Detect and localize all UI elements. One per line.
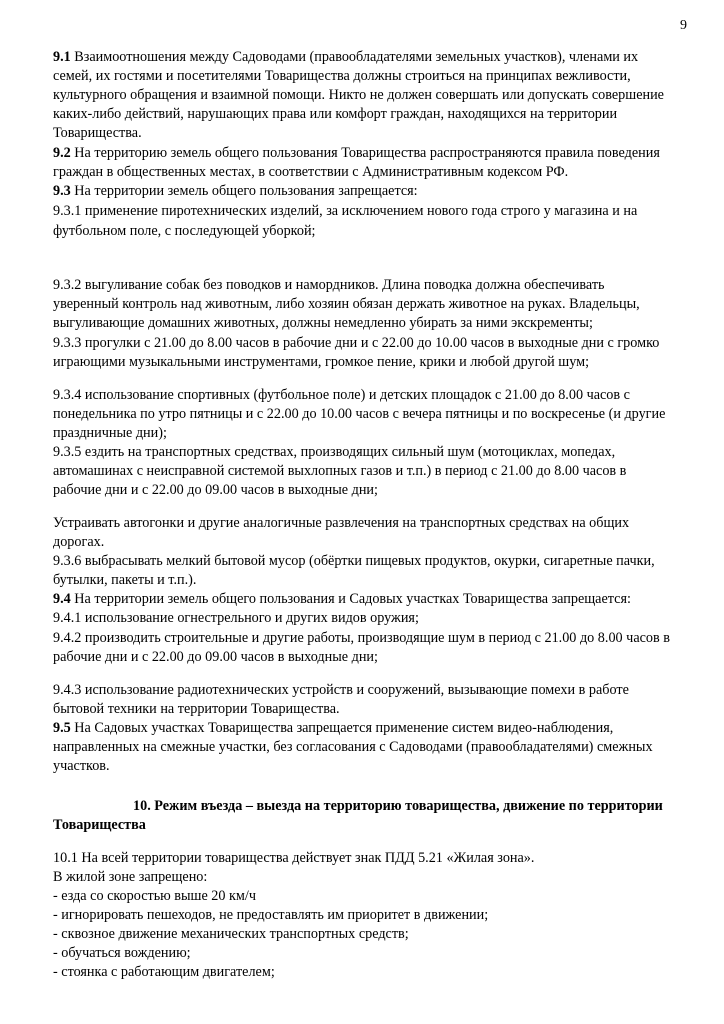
clause-9-4-3-line-2: бытовой техники на территории Товарищества. [53, 701, 340, 717]
clause-9-1-line-5: Товарищества. [53, 125, 142, 141]
section-10-title-line-2: Товарищества [53, 817, 146, 833]
clause-9-3-2-line-3: выгуливающие домашних животных, должны немедленно убирать за ними экскременты; [53, 315, 593, 331]
clause-9-1-line-2: семей, их гостями и посетителями Товарищества должны строиться на принципах вежливости, [53, 68, 631, 84]
text: На Садовых участках Товарищества запрещается применение систем видео-наблюдения, [70, 720, 614, 736]
races-line-2: дорогах. [53, 534, 105, 550]
list-item: - стоянка с работающим двигателем; [53, 964, 275, 980]
list-item: - игнорировать пешеходов, не предоставлять им приоритет в движении; [53, 907, 489, 923]
text: На территорию земель общего пользования Товарищества распространяются правила поведения [70, 145, 660, 161]
text: На территории земель общего пользования запрещается: [70, 183, 418, 199]
clause-9-3-line-1 [53, 182, 418, 201]
list-item: - сквозное движение механических транспортных средств; [53, 926, 409, 942]
clause-9-2-line-2: граждан в общественных местах, в соответствии с Административным кодексом РФ. [53, 164, 569, 180]
clause-10-1-line-2: В жилой зоне запрещено: [53, 869, 208, 885]
list-item: - езда со скоростью выше 20 км/ч [53, 888, 256, 904]
clause-9-3-1-line-2: футбольном поле, с последующей уборкой; [53, 223, 316, 239]
clause-9-4-2-line-2: рабочие дни и с 22.00 до 09.00 часов в выходные дни; [53, 649, 378, 665]
clause-9-3-6-line-2: бутылки, пакеты и т.п.). [53, 572, 197, 588]
clause-9-4-2-line-1: 9.4.2 производить строительные и другие работы, производящие шум в период с 21.00 до 8.00 часов в [53, 630, 670, 646]
races-line-1: Устраивать автогонки и другие аналогичные развлечения на транспортных средствах на общих [53, 515, 630, 531]
clause-9-3-2-line-1: 9.3.2 выгуливание собак без поводков и намордников. Длина поводка должна обеспечивать [53, 277, 605, 293]
clause-9-3-5-line-1: 9.3.5 ездить на транспортных средствах, производящих сильный шум (мотоциклах, мопедах, [53, 444, 616, 460]
clause-number: 9.5 [53, 720, 71, 736]
text: На территории земель общего пользования и Садовых участках Товарищества запрещается: [70, 591, 631, 607]
list-item: - обучаться вождению; [53, 945, 191, 961]
section-10-title-line-1: 10. Режим въезда – выезда на территорию товарищества, движение по территории [133, 798, 663, 814]
clause-9-5-line-3: участков. [53, 758, 110, 774]
clause-9-3-5-line-2: автомашинах с неисправной системой выхлопных газов и т.п.) в период с 21.00 до 8.00 часов в [53, 463, 627, 479]
clause-9-3-3-line-1: 9.3.3 прогулки с 21.00 до 8.00 часов в рабочие дни и с 22.00 до 10.00 часов в выходные дни с громко [53, 335, 660, 351]
clause-10-1-line-1: 10.1 На всей территории товарищества действует знак ПДД 5.21 «Жилая зона». [53, 850, 535, 866]
clause-9-4-3-line-1: 9.4.3 использование радиотехнических устройств и сооружений, вызывающие помехи в работе [53, 682, 629, 698]
clause-9-3-1-line-1: 9.3.1 применение пиротехнических изделий, за исключением нового года строго у магазина и на [53, 203, 638, 219]
clause-9-3-6-line-1: 9.3.6 выбрасывать мелкий бытовой мусор (обёртки пищевых продуктов, окурки, сигаретные пачки, [53, 553, 655, 569]
clause-9-2-line-1 [53, 144, 660, 163]
clause-9-3-3-line-2: играющими музыкальными инструментами, громкое пение, крики и любой другой шум; [53, 354, 590, 370]
clause-9-5-line-2: направленных на смежные участки, без согласования с Садоводами (правообладателями) смежных [53, 739, 653, 755]
clause-9-1-line-4: каких-либо действий, нарушающих права или комфорт граждан, находящихся на территории [53, 106, 618, 122]
clause-9-1-line-1 [53, 48, 638, 67]
clause-number: 9.1 [53, 49, 71, 65]
clause-9-5-line-1 [53, 719, 613, 738]
clause-9-1-line-3: культурного обращения и взаимной помощи. Никто не должен совершать или допускать совершение [53, 87, 664, 103]
clause-9-3-4-line-2: понедельника по утро пятницы и с 22.00 до 10.00 часов с вечера пятницы и по воскресенье (и другие [53, 406, 666, 422]
page-number: 9 [680, 18, 687, 33]
clause-9-3-4-line-1: 9.3.4 использование спортивных (футбольное поле) и детских площадок с 21.00 до 8.00 часов с [53, 387, 630, 403]
clause-number: 9.4 [53, 591, 71, 607]
text: Взаимоотношения между Садоводами (правообладателями земельных участков), членами их [70, 49, 639, 65]
clause-number: 9.2 [53, 145, 71, 161]
clause-9-3-4-line-3: праздничные дни); [53, 425, 167, 441]
clause-number: 9.3 [53, 183, 71, 199]
clause-9-4-line-1 [53, 590, 631, 609]
clause-9-3-2-line-2: уверенный контроль над животным, либо хозяин обязан держать животное на руках. Владельцы, [53, 296, 640, 312]
clause-9-3-5-line-3: рабочие дни и с 22.00 до 09.00 часов в выходные дни; [53, 482, 378, 498]
clause-9-4-1-line-1: 9.4.1 использование огнестрельного и других видов оружия; [53, 610, 419, 626]
